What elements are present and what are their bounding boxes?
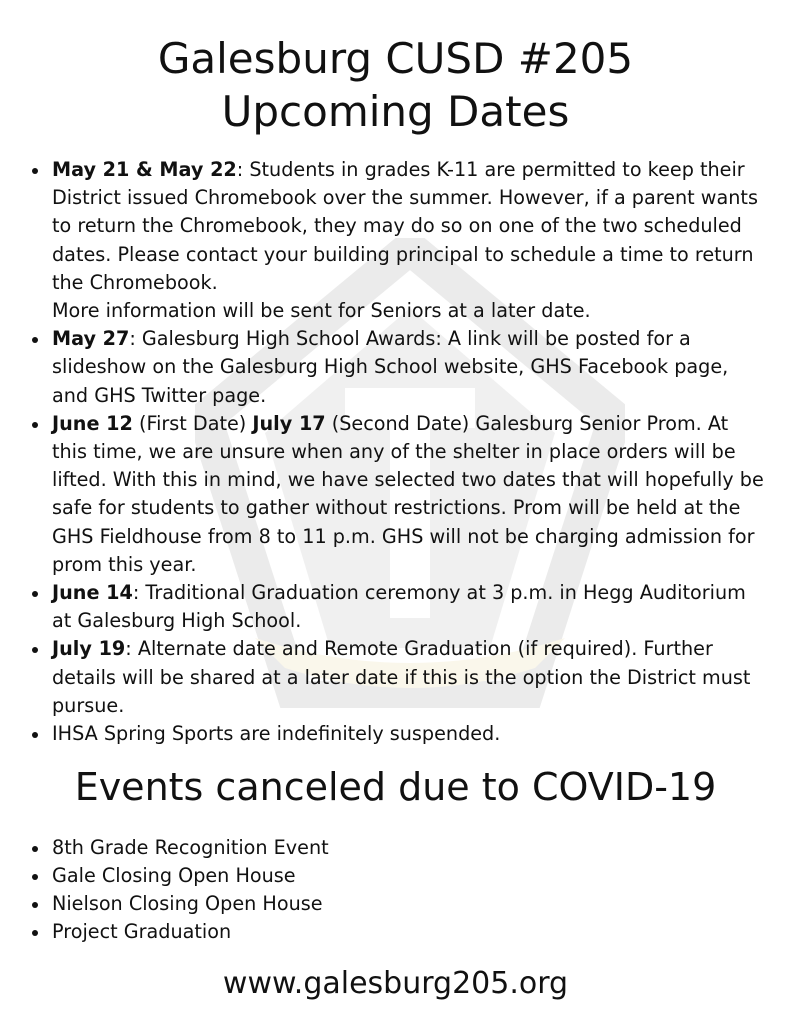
list-item: Project Graduation [52, 918, 752, 946]
list-item: Nielson Closing Open House [52, 890, 752, 918]
item-date: June 12 [52, 411, 133, 435]
list-item: Gale Closing Open House [52, 862, 752, 890]
website-url: www.galesburg205.org [222, 966, 569, 1001]
upcoming-dates-list [52, 156, 764, 748]
list-item [52, 156, 764, 325]
item-text: (First Date) [132, 411, 253, 435]
item-text: : Alternate date and Remote Graduation (if required). Further details will be shared at a later date if this is the option the District must pursue. [52, 637, 751, 717]
list-item [52, 720, 764, 748]
list-item [52, 325, 764, 410]
item-date-second: July 17 [252, 411, 326, 435]
canceled-events-list [52, 834, 752, 946]
canceled-heading: Events canceled due to COVID-19 [74, 765, 717, 809]
page-subtitle: Upcoming Dates [221, 87, 570, 136]
item-date: June 14 [52, 581, 133, 605]
item-date: May 21 & May 22 [52, 158, 237, 181]
item-text: : Galesburg High School Awards: A link will be posted for a slideshow on the Galesburg High School website, GHS Facebook page, and GHS Twitter page. [52, 327, 729, 407]
item-text: : Students in grades K-11 are permitted to keep their District issued Chromebook over the summer. However, if a parent wants to return the Chromebook, they may do so on one of the two scheduled dates. Please contact your building principal to schedule a time to return the Chromebook. [52, 158, 758, 294]
item-date: May 27 [52, 327, 130, 351]
item-text: (Second Date) Galesburg Senior Prom. At this time, we are unsure when any of the shelter in place orders will be lifted. With this in mind, we have selected two dates that will hopefully be safe for students to gather without restrictions. Prom will be held at the GHS Fieldhouse from 8 to 11 p.m. GHS will not be charging admission for prom this year. [52, 411, 764, 576]
page-title: Galesburg CUSD #205 [157, 34, 634, 83]
item-extra-note: More information will be sent for Seniors at a later date. [52, 299, 591, 323]
item-date: July 19 [52, 637, 126, 661]
list-item [52, 579, 764, 635]
list-item [52, 410, 764, 579]
list-item: 8th Grade Recognition Event [52, 834, 752, 862]
list-item [52, 635, 764, 720]
item-text: IHSA Spring Sports are indefinitely suspended. [52, 722, 501, 746]
item-text: : Traditional Graduation ceremony at 3 p.m. in Hegg Auditorium at Galesburg High School. [52, 581, 746, 633]
